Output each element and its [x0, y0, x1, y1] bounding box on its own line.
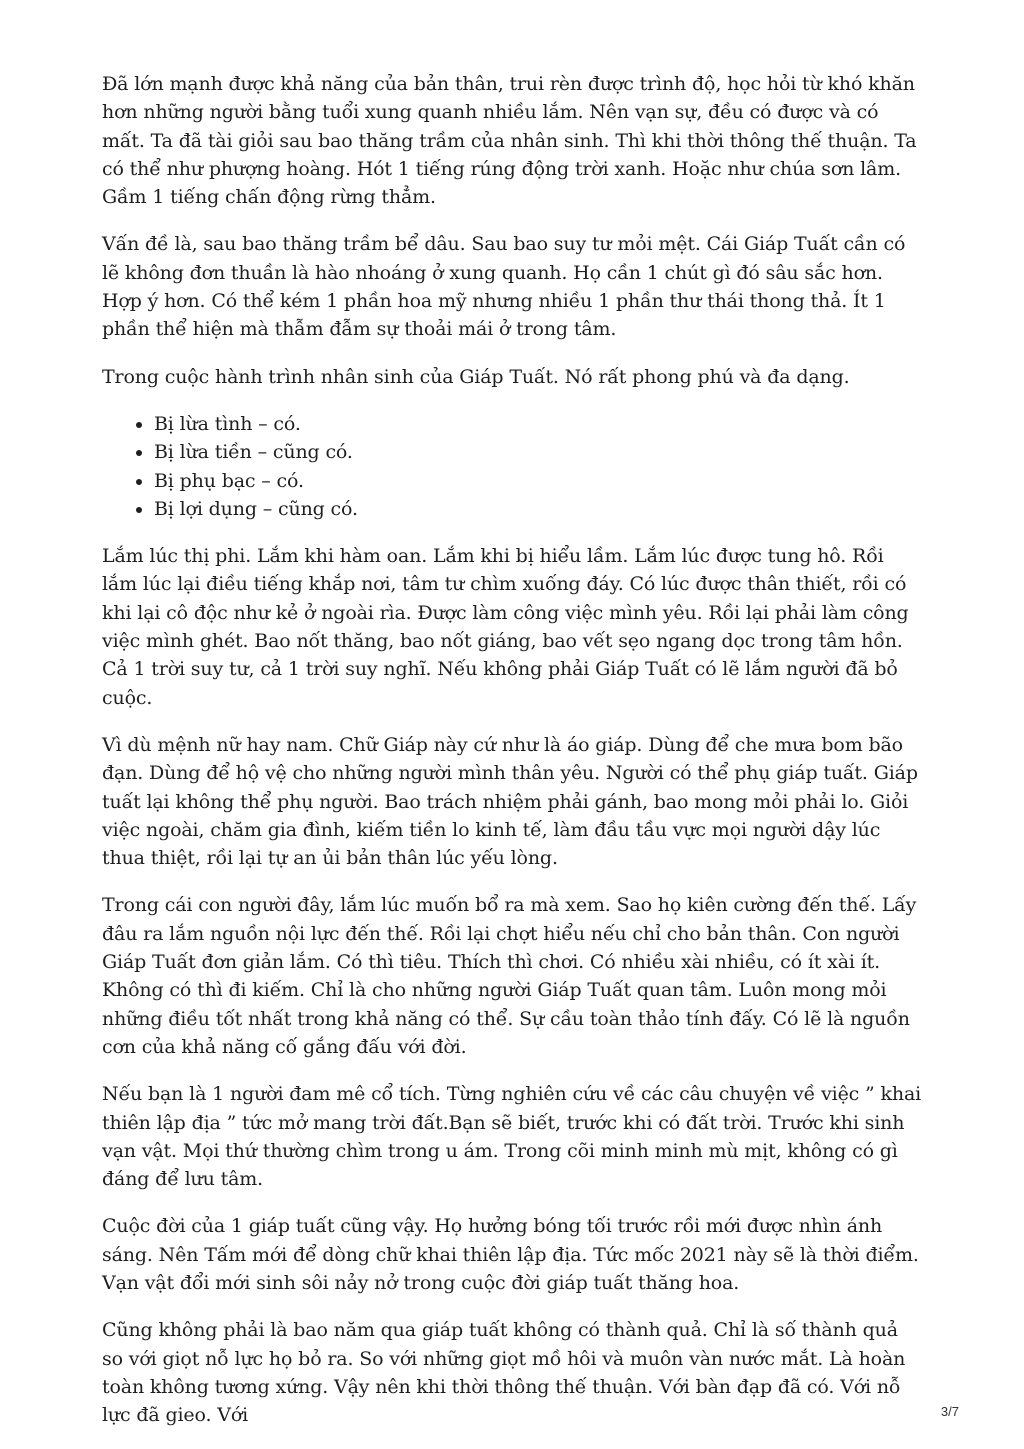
paragraph: Trong cuộc hành trình nhân sinh của Giáp Tuất. Nó rất phong phú và đa dạng.	[102, 365, 850, 388]
list-item: • Bị lừa tình – có.	[154, 410, 924, 438]
paragraph: Nếu bạn là 1 người đam mê cổ tích. Từng nghiên cứu về các câu chuyện về việc ” khai thiên lập địa ” tức mở mang trời đất.Bạn sẽ biết, trước khi có đất trời. Trước khi sinh vạn vật. Mọi thứ thường chìm trong u ám. Trong cõi minh minh mù mịt, không có gì đáng để lưu tâm.	[102, 1083, 922, 1191]
list-item: • Bị phụ bạc – có.	[154, 467, 924, 495]
list-item: • Bị lợi dụng – cũng có.	[154, 495, 924, 523]
bullet-list	[102, 410, 924, 523]
list-item: • Bị lừa tiền – cũng có.	[154, 438, 924, 466]
paragraph: Trong cái con người đây, lắm lúc muốn bổ ra mà xem. Sao họ kiên cường đến thế. Lấy đâu ra lắm nguồn nội lực đến thế. Rồi lại chợt hiểu nếu chỉ cho bản thân. Con người Giáp Tuất đơn giản lắm. Có thì tiêu. Thích thì chơi. Có nhiều xài nhiều, có ít xài ít. Không có thì đi kiếm. Chỉ là cho những người Giáp Tuất quan tâm. Luôn mong mỏi những điều tốt nhất trong khả năng có thể. Sự cầu toàn thảo tính đấy. Có lẽ là nguồn cơn của khả năng cố gắng đấu với đời.	[102, 894, 917, 1058]
paragraph: Cuộc đời của 1 giáp tuất cũng vậy. Họ hưởng bóng tối trước rồi mới được nhìn ánh sáng. Nên Tấm mới để dòng chữ khai thiên lập địa. Tức mốc 2021 này sẽ là thời điểm. Vạn vật đổi mới sinh sôi nảy nở trong cuộc đời giáp tuất thăng hoa.	[102, 1215, 919, 1294]
paragraph: Vì dù mệnh nữ hay nam. Chữ Giáp này cứ như là áo giáp. Dùng để che mưa bom bão đạn. Dùng để hộ vệ cho những người mình thân yêu. Người có thể phụ giáp tuất. Giáp tuất lại không thể phụ người. Bao trách nhiệm phải gánh, bao mong mỏi phải lo. Giỏi việc ngoài, chăm gia đình, kiếm tiền lo kinh tế, làm đầu tầu vực mọi người dậy lúc thua thiệt, rồi lại tự an ủi bản thân lúc yếu lòng.	[102, 733, 918, 870]
paragraph: Cũng không phải là bao năm qua giáp tuất không có thành quả. Chỉ là số thành quả so với giọt nỗ lực họ bỏ ra. So với những giọt mồ hôi và muôn vàn nước mắt. Là hoàn toàn không tương xứng. Vậy nên khi thời thông thế thuận. Với bàn đạp đã có. Với nỗ lực đã gieo. Với	[102, 1319, 906, 1427]
paragraph: Vấn đề là, sau bao thăng trầm bể dâu. Sau bao suy tư mỏi mệt. Cái Giáp Tuất cần có lẽ không đơn thuần là hào nhoáng ở xung quanh. Họ cần 1 chút gì đó sâu sắc hơn. Hợp ý hơn. Có thể kém 1 phần hoa mỹ nhưng nhiều 1 phần thư thái thong thả. Ít 1 phần thể hiện mà thẫm đẫm sự thoải mái ở trong tâm.	[102, 233, 906, 341]
paragraph: Lắm lúc thị phi. Lắm khi hàm oan. Lắm khi bị hiểu lầm. Lắm lúc được tung hô. Rồi lắm lúc lại điều tiếng khắp nơi, tâm tư chìm xuống đáy. Có lúc được thân thiết, rồi có khi lại cô độc như kẻ ở ngoài rìa. Được làm công việc mình yêu. Rồi lại phải làm công việc mình ghét. Bao nốt thăng, bao nốt giáng, bao vết sẹo ngang dọc trong tâm hồn. Cả 1 trời suy tư, cả 1 trời suy nghĩ. Nếu không phải Giáp Tuất có lẽ lắm người đã bỏ cuộc.	[102, 545, 909, 709]
article-body	[102, 70, 924, 1448]
page-number: 3/7	[940, 1404, 959, 1419]
paragraph: Đã lớn mạnh được khả năng của bản thân, trui rèn được trình độ, học hỏi từ khó khăn hơn những người bằng tuổi xung quanh nhiều lắm. Nên vạn sự, đều có được và có mất. Ta đã tài giỏi sau bao thăng trầm của nhân sinh. Thì khi thời thông thế thuận. Ta có thể như phượng hoàng. Hót 1 tiếng rúng động trời xanh. Hoặc như chúa sơn lâm. Gầm 1 tiếng chấn động rừng thẳm.	[102, 73, 917, 209]
